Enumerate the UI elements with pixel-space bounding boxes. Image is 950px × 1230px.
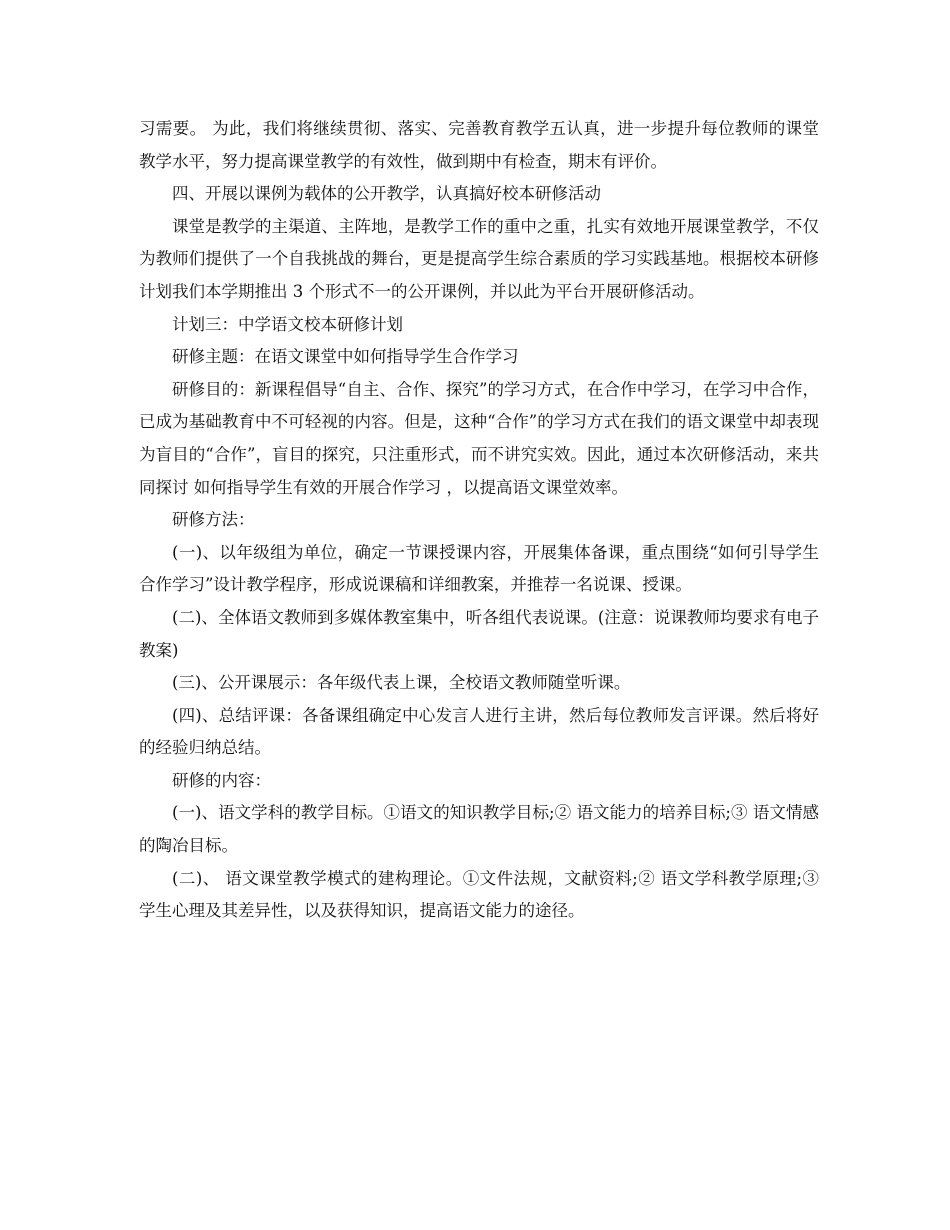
- method-item-3: (三)、公开课展示：各年级代表上课，全校语文教师随堂听课。: [172, 673, 631, 693]
- document-body: [139, 113, 819, 928]
- research-theme: 研修主题：在语文课堂中如何指导学生合作学习: [172, 347, 519, 367]
- research-content-heading: 研修的内容：: [172, 770, 271, 790]
- content-item-2: (二)、 语文课堂教学模式的建构理论。①文件法规，文献资料;② 语文学科教学原理;③ 学生心理及其差异性，以及获得知识，提高语文能力的途径。: [139, 868, 819, 921]
- paragraph: 习需要。 为此，我们将继续贯彻、落实、完善教育教学五认真，进一步提升每位教师的课堂教学水平，努力提高课堂教学的有效性，做到期中有检查，期末有评价。: [139, 119, 819, 171]
- section-heading: 四、开展以课例为载体的公开教学，认真搞好校本研修活动: [172, 184, 601, 204]
- method-item-4: (四)、总结评课：各备课组确定中心发言人进行主讲，然后每位教师发言评课。然后将好的经验归纳总结。: [139, 705, 819, 758]
- research-purpose: 研修目的：新课程倡导“自主、合作、探究”的学习方式，在合作中学习，在学习中合作，已成为基础教育中不可轻视的内容。但是，这种“合作”的学习方式在我们的语文课堂中却表现为盲目的“合作”，盲目的探究，只注重形式，而不讲究实效。因此，通过本次研修活动，来共同探讨 如何指导学生有效的开展合作学习 ，以提高语文课堂效率。: [139, 379, 819, 497]
- plan-title: 计划三：中学语文校本研修计划: [172, 314, 403, 334]
- method-item-2: (二)、全体语文教师到多媒体教室集中，听各组代表说课。(注意：说课教师均要求有电子教案): [139, 607, 819, 660]
- paragraph: 课堂是教学的主渠道、主阵地，是教学工作的重中之重，扎实有效地开展课堂教学，不仅为教师们提供了一个自我挑战的舞台，更是提高学生综合素质的学习实践基地。根据校本研修计划我们本学期推出 3 个形式不一的公开课例，并以此为平台开展研修活动。: [139, 216, 819, 301]
- research-method-heading: 研修方法：: [172, 510, 255, 530]
- content-item-1: (一)、语文学科的教学目标。①语文的知识教学目标;② 语文能力的培养目标;③ 语文情感的陶冶目标。: [139, 803, 819, 856]
- method-item-1: (一)、以年级组为单位，确定一节课授课内容，开展集体备课，重点围绕“如何引导学生合作学习”设计教学程序，形成说课稿和详细教案，并推荐一名说课、授课。: [139, 542, 819, 595]
